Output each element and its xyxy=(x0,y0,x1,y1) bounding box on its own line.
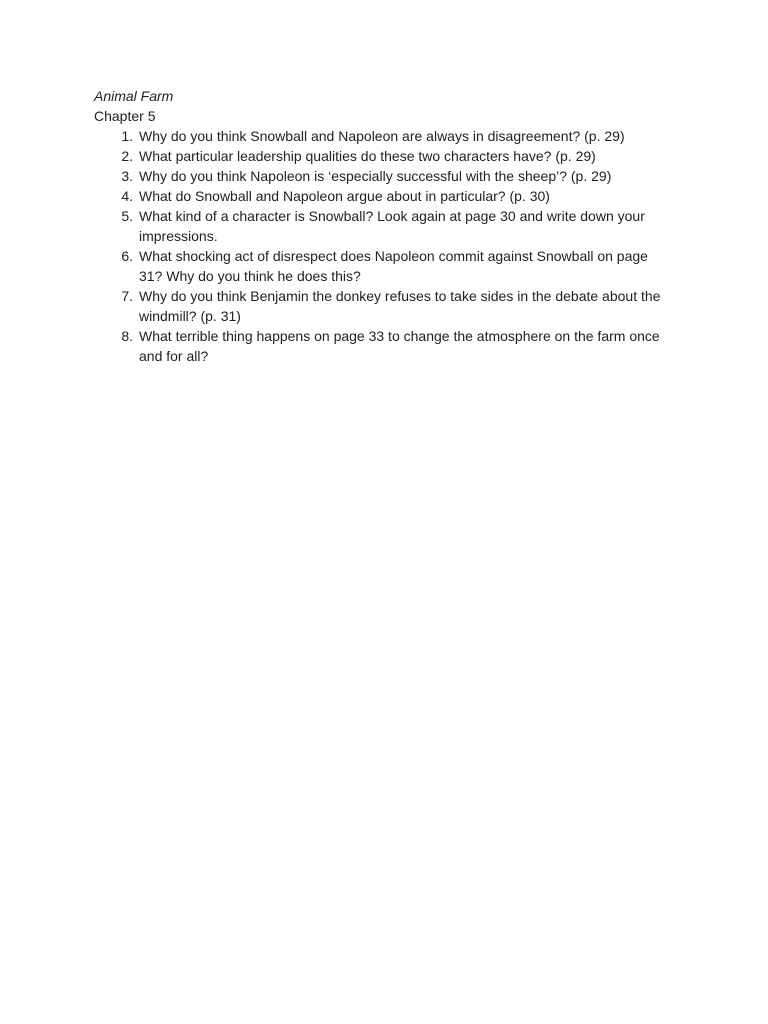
question-text: What particular leadership qualities do these two characters have? (p. 29) xyxy=(139,148,596,164)
list-item xyxy=(94,326,674,366)
list-item xyxy=(94,146,674,166)
question-number: 7. xyxy=(121,288,133,304)
list-item xyxy=(94,246,674,286)
question-number: 6. xyxy=(121,248,133,264)
document-title: Animal Farm xyxy=(94,88,174,104)
question-text: What do Snowball and Napoleon argue about in particular? (p. 30) xyxy=(139,188,550,204)
question-text: Why do you think Snowball and Napoleon are always in disagreement? (p. 29) xyxy=(139,128,625,144)
question-number: 5. xyxy=(121,208,133,224)
question-number: 1. xyxy=(121,128,133,144)
question-number: 2. xyxy=(121,148,133,164)
question-list xyxy=(94,126,674,366)
question-number: 3. xyxy=(121,168,133,184)
list-item xyxy=(94,186,674,206)
question-text: Why do you think Napoleon is ‘especially successful with the sheep’? (p. 29) xyxy=(139,168,612,184)
list-item xyxy=(94,286,674,326)
question-text: What kind of a character is Snowball? Look again at page 30 and write down your impressions. xyxy=(139,208,645,244)
question-number: 4. xyxy=(121,188,133,204)
list-item xyxy=(94,166,674,186)
list-item xyxy=(94,126,674,146)
list-item xyxy=(94,206,674,246)
question-text: Why do you think Benjamin the donkey refuses to take sides in the debate about the windmill? (p. 31) xyxy=(139,288,661,324)
question-text: What terrible thing happens on page 33 to change the atmosphere on the farm once and for all? xyxy=(139,328,660,364)
question-number: 8. xyxy=(121,328,133,344)
document-body xyxy=(94,86,674,366)
chapter-heading: Chapter 5 xyxy=(94,108,156,124)
question-text: What shocking act of disrespect does Napoleon commit against Snowball on page 31? Why do you think he does this? xyxy=(139,248,648,284)
